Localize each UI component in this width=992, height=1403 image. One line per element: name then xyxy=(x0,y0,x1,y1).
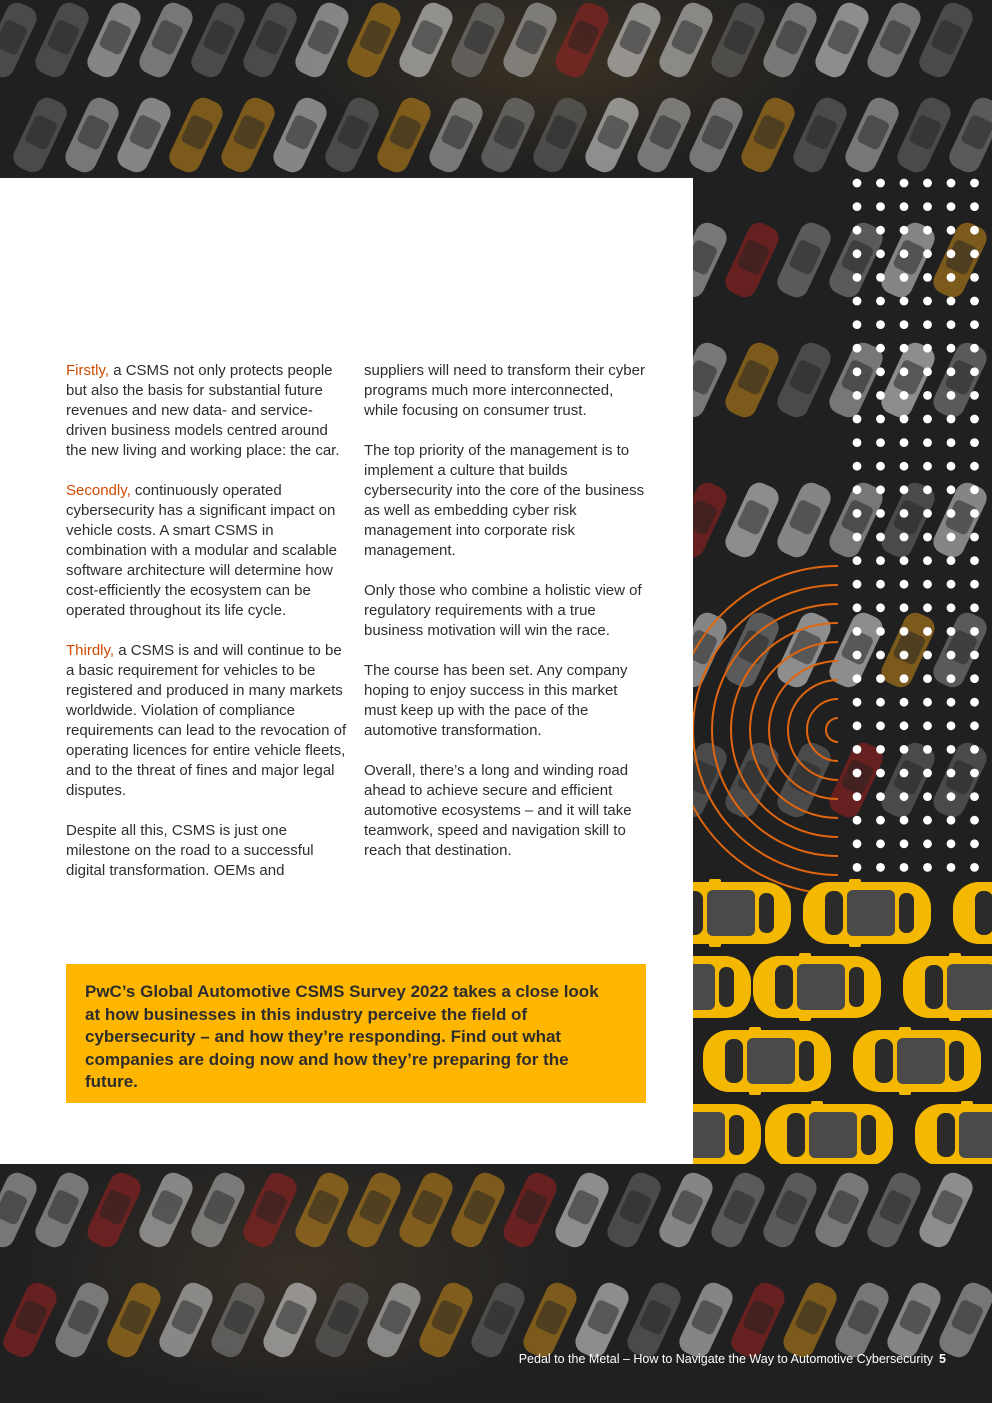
parked-car xyxy=(363,1279,424,1361)
parked-car xyxy=(759,1169,820,1251)
parked-car xyxy=(623,1279,684,1361)
car-icon xyxy=(693,879,791,947)
car-icon xyxy=(693,953,751,1021)
parked-car xyxy=(415,1279,476,1361)
car-icon xyxy=(853,1027,981,1095)
parked-car xyxy=(217,94,278,176)
parked-car xyxy=(395,0,456,81)
parked-car xyxy=(165,94,226,176)
parked-car xyxy=(311,1279,372,1361)
dot-grid-pattern xyxy=(853,179,979,872)
parked-car xyxy=(239,0,300,81)
parked-car xyxy=(9,94,70,176)
parked-car xyxy=(863,0,924,81)
lead-word: Firstly, xyxy=(66,362,110,379)
parked-car xyxy=(31,1169,92,1251)
text-column-left xyxy=(66,361,351,901)
parked-car xyxy=(447,0,508,81)
parked-car xyxy=(707,0,768,81)
parked-car xyxy=(945,94,992,176)
parked-car xyxy=(603,1169,664,1251)
parked-car xyxy=(915,1169,976,1251)
parked-car xyxy=(373,94,434,176)
parked-car xyxy=(841,94,902,176)
parked-car xyxy=(207,1279,268,1361)
parked-car xyxy=(187,0,248,81)
parked-car xyxy=(707,1169,768,1251)
lead-word: Secondly, xyxy=(66,482,131,499)
paragraph-holistic-view: Only those who combine a holistic view of regulatory requirements with a true business motivation will win the race. xyxy=(364,582,642,639)
parked-car xyxy=(291,0,352,81)
parked-car xyxy=(291,1169,352,1251)
signal-arcs-graphic xyxy=(693,566,838,894)
paragraph-overall: Overall, there’s a long and winding road ahead to achieve secure and efficient automotive ecosystems – and it will take teamwork, speed and navigation skill to reach that destination. xyxy=(364,762,632,859)
parked-car xyxy=(135,0,196,81)
lead-word: Thirdly, xyxy=(66,642,115,659)
parked-car xyxy=(61,94,122,176)
parked-car xyxy=(551,1169,612,1251)
parked-car xyxy=(343,0,404,81)
parked-car xyxy=(467,1279,528,1361)
parked-car xyxy=(759,0,820,81)
parked-car xyxy=(779,1279,840,1361)
paragraph-secondly xyxy=(66,481,351,621)
parked-car xyxy=(83,1169,144,1251)
parked-car xyxy=(863,1169,924,1251)
paragraph-course-set: The course has been set. Any company hoping to enjoy success in this market must keep up with the pace of the automotive transformation. xyxy=(364,662,628,739)
parked-car xyxy=(655,1169,716,1251)
parked-car xyxy=(321,94,382,176)
parked-car xyxy=(425,94,486,176)
parked-car xyxy=(737,94,798,176)
paragraph-text: continuously operated cybersecurity has a significant impact on vehicle costs. A smart CSMS in combination with a modular and scalable software architecture will determine how cost-efficiently the ecosystem can be operated throughout its life cycle. xyxy=(66,482,337,619)
parked-car xyxy=(893,94,954,176)
parked-car xyxy=(447,1169,508,1251)
car-icon xyxy=(953,879,992,947)
car-icon xyxy=(915,1101,992,1164)
parked-car xyxy=(529,94,590,176)
car-icon xyxy=(753,953,881,1021)
parked-car xyxy=(499,0,560,81)
parked-car xyxy=(915,0,976,81)
parked-car xyxy=(685,94,746,176)
text-column-right xyxy=(364,361,649,881)
parked-car xyxy=(83,0,144,81)
parked-car xyxy=(935,1279,992,1361)
car-icon xyxy=(803,879,931,947)
parked-car xyxy=(0,1279,61,1361)
car-icon xyxy=(903,953,992,1021)
parked-car xyxy=(883,1279,944,1361)
parked-car xyxy=(31,0,92,81)
parked-car xyxy=(789,94,850,176)
parked-car xyxy=(831,1279,892,1361)
parked-car xyxy=(0,1169,41,1251)
parked-car xyxy=(395,1169,456,1251)
parked-car xyxy=(633,94,694,176)
decorative-graphics xyxy=(693,178,992,1164)
parked-car xyxy=(655,0,716,81)
parked-car xyxy=(103,1279,164,1361)
parked-car xyxy=(259,1279,320,1361)
survey-callout-box xyxy=(66,964,646,1103)
paragraph-thirdly xyxy=(66,641,351,801)
paragraph-despite: Despite all this, CSMS is just one milestone on the road to a successful digital transformation. OEMs and xyxy=(66,822,314,879)
parked-car xyxy=(155,1279,216,1361)
parked-car xyxy=(269,94,330,176)
parked-car xyxy=(581,94,642,176)
parked-car xyxy=(499,1169,560,1251)
paragraph-text: a CSMS is and will continue to be a basic requirement for vehicles to be registered and produced in many markets worldwide. Violation of compliance requirements can lead to the revocation of operating licences for entire vehicle fleets, and to the threat of fines and major legal disputes. xyxy=(66,642,347,799)
yellow-car-pattern xyxy=(693,879,992,1164)
parked-car xyxy=(675,1279,736,1361)
car-icon xyxy=(765,1101,893,1164)
parked-car xyxy=(0,0,41,81)
page-footer xyxy=(519,1352,946,1366)
page-number: 5 xyxy=(939,1352,946,1366)
parked-car xyxy=(477,94,538,176)
parked-car xyxy=(519,1279,580,1361)
parked-car xyxy=(571,1279,632,1361)
parked-car xyxy=(187,1169,248,1251)
paragraph-firstly xyxy=(66,361,351,461)
callout-text: PwC’s Global Automotive CSMS Survey 2022 takes a close look at how businesses in this industry perceive the field of cybersecurity – and how they’re responding. Find out what companies are doing now and how they’re preparing for the future. xyxy=(85,982,599,1091)
paragraph-top-priority: The top priority of the management is to implement a culture that builds cybersecurity into the core of the business as well as embedding cyber risk management into corporate risk management. xyxy=(364,442,645,559)
parked-car xyxy=(811,1169,872,1251)
parked-car xyxy=(551,0,612,81)
car-icon xyxy=(693,1101,761,1164)
footer-title: Pedal to the Metal – How to Navigate the Way to Automotive Cybersecurity xyxy=(518,1352,934,1366)
parked-car xyxy=(727,1279,788,1361)
parked-car xyxy=(603,0,664,81)
parked-car xyxy=(135,1169,196,1251)
car-icon xyxy=(703,1027,831,1095)
paragraph-suppliers: suppliers will need to transform their cyber programs much more interconnected, while focusing on consumer trust. xyxy=(364,362,645,419)
parked-car xyxy=(811,0,872,81)
parked-car xyxy=(51,1279,112,1361)
parked-car xyxy=(113,94,174,176)
parked-car xyxy=(239,1169,300,1251)
parked-car xyxy=(343,1169,404,1251)
paragraph-text: a CSMS not only protects people but also the basis for substantial future revenues and new data- and service-driven business models centred around the new living and working place: the car. xyxy=(66,362,340,459)
